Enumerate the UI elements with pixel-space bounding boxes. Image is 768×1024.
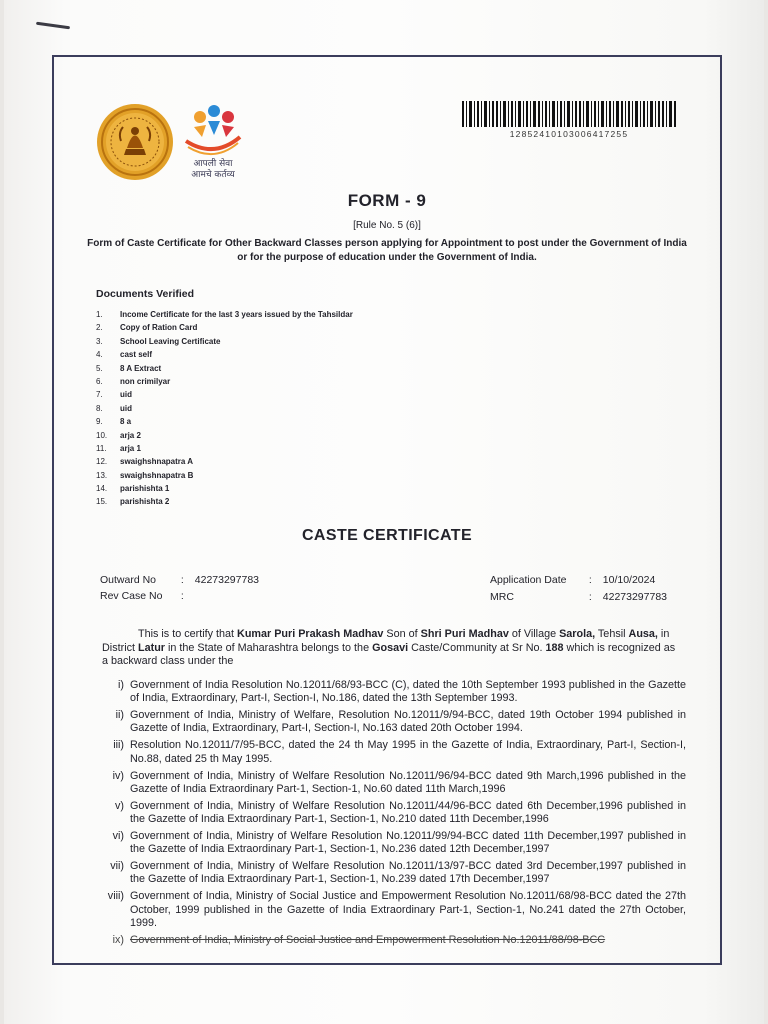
tehsil-name: Ausa, <box>628 628 658 640</box>
list-item <box>96 455 496 468</box>
certificate-frame <box>52 55 722 965</box>
list-item <box>96 362 496 375</box>
item-label: 8 a <box>120 417 132 427</box>
reference-text: Government of India, Ministry of Social Justice and Empowerment Resolution No.12011/68/98-BCC dated the 27th October, 1999 published in the Gazette of India Extraordinary Part-1, Section-1, No.241 dated the 27th October, 1999. <box>130 890 686 929</box>
list-item <box>96 308 496 321</box>
documents-heading: Documents Verified <box>96 288 195 300</box>
reference-item <box>94 709 686 735</box>
application-date-row <box>490 574 655 586</box>
item-label: uid <box>120 403 132 413</box>
seva-tagline-line1: आपली सेवा <box>193 159 233 169</box>
rev-case-label: Rev Case No <box>100 590 163 602</box>
father-name: Shri Puri Madhav <box>420 628 509 640</box>
item-number: 13. <box>96 470 108 480</box>
rev-case-row <box>100 590 184 602</box>
item-label: uid <box>120 390 132 400</box>
list-item <box>96 375 496 388</box>
serial-number: 188 <box>545 641 564 654</box>
applicant-name: Kumar Puri Prakash Madhav <box>237 628 384 640</box>
reference-number: iv) <box>112 769 124 782</box>
reference-item <box>94 860 686 886</box>
reference-item <box>94 890 686 930</box>
application-date-label: Application Date <box>490 574 567 586</box>
colon-separator: : <box>588 574 592 586</box>
para-text: This is to certify that <box>138 628 238 640</box>
seva-tagline-line2: आमचे कर्तव्य <box>191 170 235 180</box>
reference-number: ix) <box>112 933 124 946</box>
form-description: Form of Caste Certificate for Other Backward Classes person applying for Appointment to post under the Government of India or for the purpose of education under the Government of India. <box>87 238 687 263</box>
item-label: arja 2 <box>120 430 141 440</box>
reference-number: iii) <box>113 739 124 752</box>
item-number: 12. <box>96 457 108 467</box>
item-label: 8 A Extract <box>120 363 162 373</box>
list-item <box>96 442 496 455</box>
outward-no-label: Outward No <box>100 574 157 586</box>
colon-separator: : <box>588 591 592 603</box>
mrc-value: 42273297783 <box>602 591 668 603</box>
reference-item <box>94 934 686 947</box>
list-item <box>96 482 496 495</box>
para-text: Tehsil <box>595 628 629 640</box>
reference-text: Government of India, Ministry of Welfare Resolution No.12011/13/97-BCC dated 3rd December,1997 published in the Gazette of India Extraordinary Part-1, Section-1, No.239 dated 17th December,1997 <box>130 860 686 886</box>
documents-list <box>96 308 496 509</box>
rule-reference: [Rule No. 5 (6)] <box>353 220 421 231</box>
caste-name: Gosavi <box>372 641 409 654</box>
outward-no-row <box>100 574 259 586</box>
reference-number: v) <box>115 799 124 812</box>
reference-item <box>94 679 686 705</box>
item-number: 1. <box>96 310 103 319</box>
item-label: Copy of Ration Card <box>120 323 198 333</box>
list-item <box>96 335 496 348</box>
item-number: 7. <box>96 390 103 400</box>
item-number: 4. <box>96 350 103 360</box>
reference-number: vii) <box>110 860 124 873</box>
colon-separator: : <box>180 590 184 602</box>
para-text: Son of <box>383 628 421 640</box>
list-item <box>96 348 496 361</box>
item-number: 2. <box>96 323 103 333</box>
certification-paragraph <box>102 628 682 669</box>
reference-text: Government of India, Ministry of Welfare Resolution No.12011/99/94-BCC dated 11th December,1997 published in the Gazette of India Extraordinary Part-1, Section-1, No.236 dated 12th December,1997 <box>130 830 686 856</box>
application-date-value: 10/10/2024 <box>602 574 656 586</box>
reference-item <box>94 800 686 826</box>
item-label: arja 1 <box>120 443 141 453</box>
item-number: 6. <box>96 376 103 386</box>
list-item <box>96 429 496 442</box>
reference-number: vi) <box>112 830 124 843</box>
para-text: of Village <box>508 628 560 640</box>
seva-tagline <box>178 159 248 181</box>
para-text: in District <box>102 628 670 654</box>
reference-text: Resolution No.12011/7/95-BCC, dated the 24 th May 1995 in the Gazette of India, Extraordinary, Part-I, Section-I, No.88, dated 25 th May 1995. <box>130 739 686 765</box>
item-number: 5. <box>96 363 103 373</box>
reference-item <box>94 770 686 796</box>
item-label: swaighshnapatra B <box>120 470 194 480</box>
item-number: 9. <box>96 417 103 427</box>
barcode-number: 12852410103006417255 <box>509 129 629 139</box>
seva-hands-icon <box>178 101 248 159</box>
reference-text: Government of India, Ministry of Welfare Resolution No.12011/44/96-BCC dated 6th December,1996 published in the Gazette of India Extraordinary Part-1, Section-1, No.210 dated 11th December,1996 <box>130 799 686 826</box>
reference-text: Government of India, Ministry of Welfare Resolution No.12011/96/94-BCC dated 9th March,1996 published in the Gazette of India Extraordinary Part-1, Section-1, No.60 dated 11th March,1996 <box>130 769 686 795</box>
aapli-seva-logo <box>178 101 248 185</box>
mrc-label: MRC <box>490 591 514 603</box>
reference-text: Government of India, Ministry of Social Justice and Empowerment Resolution No.12011/88/98-BCC <box>130 933 606 946</box>
paper-sheet <box>4 0 764 1024</box>
list-item <box>96 388 496 401</box>
reference-number: viii) <box>107 890 124 903</box>
reference-text: Government of India, Ministry of Welfare, Resolution No.12011/9/94-BCC, dated 19th October 1994 published in Gazette of India, Extraordinary, Part-I, Section-I, No.163 dated 20th October 1994. <box>130 709 686 735</box>
reference-number: i) <box>118 679 124 691</box>
item-label: parishishta 2 <box>120 497 170 507</box>
reference-text: Government of India Resolution No.12011/68/93-BCC (C), dated the 10th September 1993 published in the Gazette of India, Extraordinary, Part-I, Section-I, No.186, dated the 13th September 1993. <box>130 679 686 705</box>
item-number: 8. <box>96 403 103 413</box>
item-label: cast self <box>120 350 153 360</box>
para-text: which is recognized as a backward class under the <box>102 641 676 668</box>
mrc-row <box>490 591 667 603</box>
list-item <box>96 469 496 482</box>
item-number: 15. <box>96 497 108 507</box>
district-name: Latur <box>138 641 165 654</box>
outward-no-value: 42273297783 <box>194 574 260 586</box>
para-text: in the State of Maharashtra belongs to the <box>165 641 373 654</box>
item-label: School Leaving Certificate <box>120 336 221 346</box>
pen-mark <box>36 22 70 30</box>
item-label: Income Certificate for the last 3 years issued by the Tahsildar <box>120 310 353 319</box>
item-label: parishishta 1 <box>120 484 170 494</box>
reference-number: ii) <box>115 709 124 722</box>
form-title: FORM - 9 <box>347 191 427 210</box>
list-item <box>96 495 496 508</box>
reference-item <box>94 739 686 765</box>
resolution-references <box>94 679 686 951</box>
item-number: 3. <box>96 336 103 346</box>
certificate-title: CASTE CERTIFICATE <box>301 527 473 544</box>
item-number: 11. <box>96 443 107 453</box>
colon-separator: : <box>180 574 184 586</box>
para-text: Caste/Community at Sr No. <box>408 641 546 654</box>
item-label: non crimilyar <box>120 376 171 386</box>
maharashtra-seal-icon <box>96 103 174 181</box>
village-name: Sarola, <box>559 628 596 640</box>
item-number: 14. <box>96 484 108 494</box>
item-number: 10. <box>96 430 108 440</box>
list-item <box>96 402 496 415</box>
reference-item <box>94 830 686 856</box>
barcode <box>462 101 676 127</box>
list-item <box>96 415 496 428</box>
item-label: swaighshnapatra A <box>120 457 194 467</box>
list-item <box>96 321 496 334</box>
